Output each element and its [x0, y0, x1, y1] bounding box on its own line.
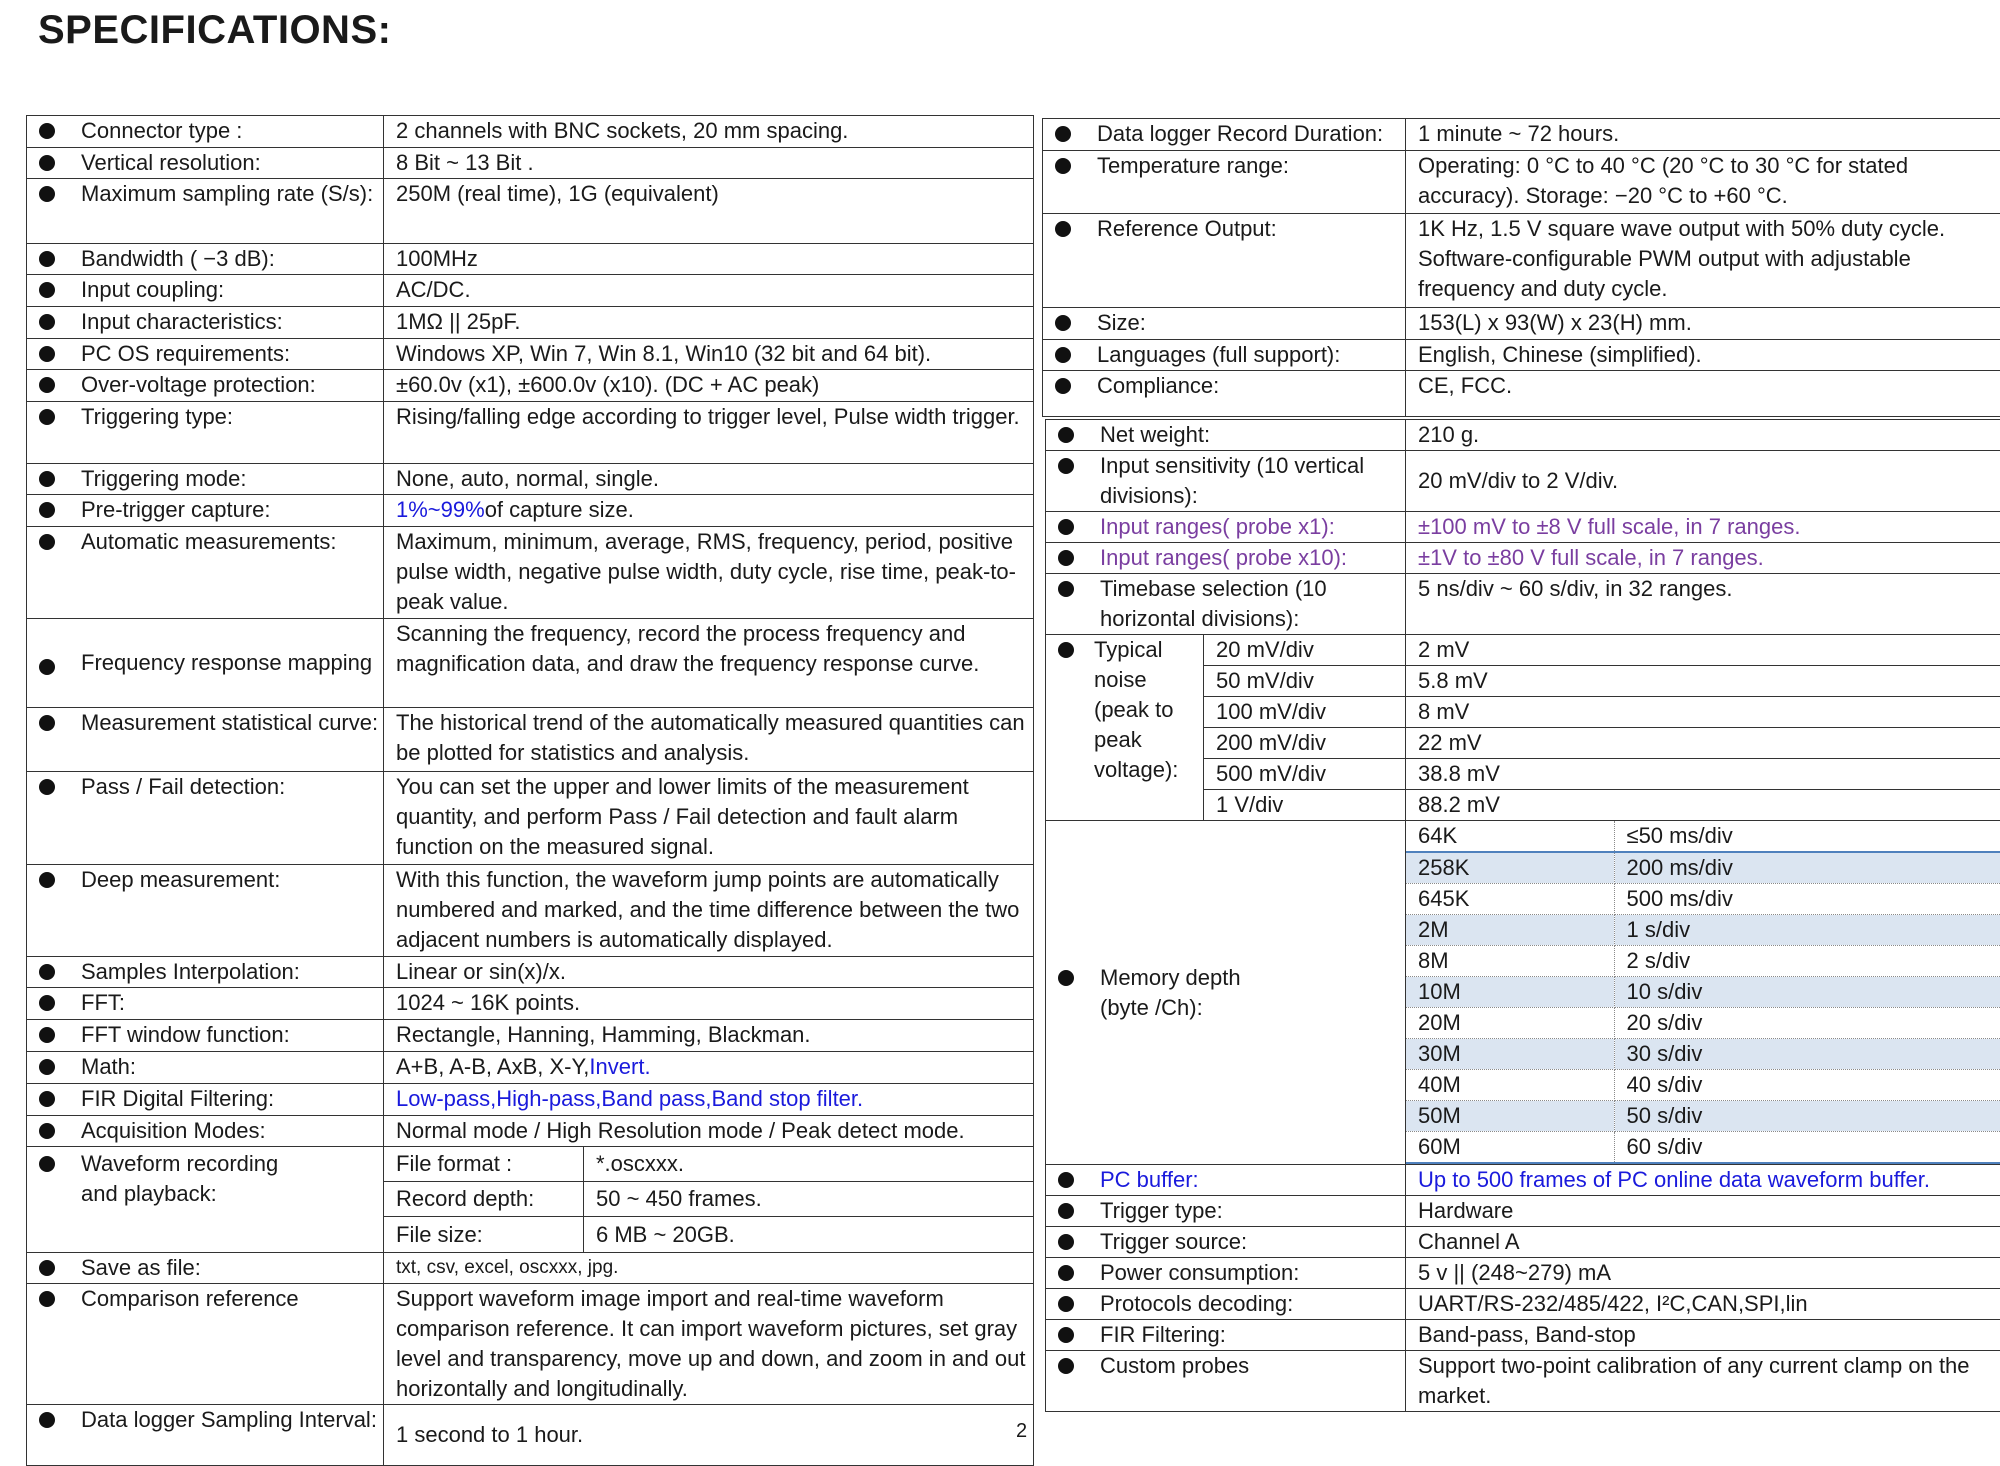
spec-label: Waveform recording and playback: [81, 1151, 279, 1206]
bullet-icon [39, 1123, 55, 1139]
spec-value: A+B, A-B, AxB, X-Y,Invert. [384, 1052, 1034, 1084]
bullet-icon [39, 995, 55, 1011]
bullet-icon [39, 251, 55, 267]
bullet-icon [1058, 427, 1074, 443]
memory-row [1406, 1070, 2000, 1101]
bullet-icon [39, 872, 55, 888]
spec-row [27, 1052, 1034, 1084]
memory-timebase: 50 s/div [1614, 1101, 2000, 1132]
bullet-icon [1058, 642, 1074, 658]
bullet-icon [1058, 1203, 1074, 1219]
sub-value: 50 ~ 450 frames. [584, 1182, 1034, 1217]
memory-row [1406, 821, 2000, 852]
page-title: SPECIFICATIONS: [38, 8, 392, 52]
memory-depth: 645K [1406, 884, 1614, 915]
memory-timebase: 60 s/div [1614, 1132, 2000, 1164]
bullet-icon [39, 377, 55, 393]
bullet-icon [1058, 1265, 1074, 1281]
spec-table-left [26, 115, 1034, 1466]
spec-label: Pass / Fail detection: [81, 774, 286, 799]
spec-label: Input characteristics: [81, 309, 283, 334]
noise-range: 50 mV/div [1204, 666, 1406, 697]
bullet-icon [39, 1260, 55, 1276]
spec-row [1046, 1227, 2000, 1258]
memory-row [1406, 915, 2000, 946]
spec-row [27, 619, 1034, 708]
spec-value: Linear or sin(x)/x. [384, 957, 1034, 988]
spec-row [1046, 1320, 2000, 1351]
spec-value: 1 second to 1 hour. [384, 1405, 1034, 1466]
spec-label: PC OS requirements: [81, 341, 291, 366]
spec-label: Input ranges( probe x10): [1100, 545, 1348, 570]
bullet-icon [1055, 315, 1071, 331]
spec-label: Automatic measurements: [81, 529, 337, 554]
spec-value: CE, FCC. [1406, 371, 2000, 417]
memory-depth: 20M [1406, 1008, 1614, 1039]
spec-label: Trigger type: [1100, 1198, 1223, 1223]
spec-value: Rising/falling edge according to trigger level, Pulse width trigger. [384, 402, 1034, 464]
spec-value: English, Chinese (simplified). [1406, 340, 2000, 371]
memory-depth: 258K [1406, 852, 1614, 884]
spec-label: Acquisition Modes: [81, 1118, 266, 1143]
spec-value: Band-pass, Band-stop [1406, 1320, 2000, 1351]
bullet-icon [1058, 1327, 1074, 1343]
memory-depth: 8M [1406, 946, 1614, 977]
spec-label: Input coupling: [81, 277, 225, 302]
memory-row [1406, 1039, 2000, 1070]
noise-range: 100 mV/div [1204, 697, 1406, 728]
memory-row [1406, 977, 2000, 1008]
spec-row [1043, 214, 2000, 308]
spec-value: AC/DC. [384, 275, 1034, 307]
bullet-icon [1058, 458, 1074, 474]
spec-row [1046, 1258, 2000, 1289]
bullet-icon [1055, 221, 1071, 237]
spec-value: ±100 mV to ±8 V full scale, in 7 ranges. [1406, 512, 2000, 543]
spec-label: Math: [81, 1054, 137, 1079]
spec-value: ±1V to ±80 V full scale, in 7 ranges. [1406, 543, 2000, 574]
spec-row [1043, 340, 2000, 371]
memory-timebase: 500 ms/div [1614, 884, 2000, 915]
spec-label: Languages (full support): [1097, 342, 1341, 367]
bullet-icon [39, 1091, 55, 1107]
spec-label: Triggering mode: [81, 466, 247, 491]
spec-value: Windows XP, Win 7, Win 8.1, Win10 (32 bit and 64 bit). [384, 339, 1034, 370]
memory-depth: 50M [1406, 1101, 1614, 1132]
spec-value: Up to 500 frames of PC online data waveform buffer. [1406, 1165, 2000, 1196]
memory-depth: 64K [1406, 821, 1614, 852]
noise-value: 88.2 mV [1406, 790, 2000, 821]
spec-value: 250M (real time), 1G (equivalent) [384, 179, 1034, 244]
spec-value: Low-pass,High-pass,Band pass,Band stop filter. [384, 1084, 1034, 1116]
spec-label: Compliance: [1097, 373, 1220, 398]
spec-label: Frequency response mapping [81, 650, 373, 675]
spec-row [1046, 821, 2000, 1165]
noise-row [1046, 635, 2000, 666]
spec-label: Input ranges( probe x1): [1100, 514, 1335, 539]
spec-row [27, 179, 1034, 244]
spec-label: Temperature range: [1097, 153, 1289, 178]
memory-depth: 30M [1406, 1039, 1614, 1070]
sub-value: 6 MB ~ 20GB. [584, 1217, 1034, 1253]
spec-row [27, 527, 1034, 619]
memory-row [1406, 946, 2000, 977]
spec-value: Operating: 0 °C to 40 °C (20 °C to 30 °C for stated accuracy). Storage: −20 °C to +60 °C. [1406, 151, 2000, 214]
bullet-icon [39, 534, 55, 550]
spec-value: ±60.0v (x1), ±600.0v (x10). (DC + AC peak) [384, 370, 1034, 402]
bullet-icon [39, 659, 55, 675]
memory-depth: 40M [1406, 1070, 1614, 1101]
bullet-icon [39, 1059, 55, 1075]
noise-value: 38.8 mV [1406, 759, 2000, 790]
spec-row [1043, 119, 2000, 151]
sub-key: File format : [384, 1147, 584, 1182]
spec-row [27, 307, 1034, 339]
bullet-icon [39, 314, 55, 330]
bullet-icon [1055, 378, 1071, 394]
spec-row [27, 464, 1034, 495]
spec-label: Bandwidth ( −3 dB): [81, 246, 275, 271]
spec-label: Connector type : [81, 118, 243, 143]
spec-label: Data logger Sampling Interval: [81, 1407, 377, 1432]
bullet-icon [39, 779, 55, 795]
sub-key: Record depth: [384, 1182, 584, 1217]
spec-row [1043, 308, 2000, 340]
spec-label: FFT: [81, 990, 125, 1015]
bullet-icon [39, 123, 55, 139]
memory-row [1406, 1101, 2000, 1132]
noise-range: 20 mV/div [1204, 635, 1406, 666]
spec-value: Hardware [1406, 1196, 2000, 1227]
spec-label: Power consumption: [1100, 1260, 1300, 1285]
bullet-icon [1058, 1296, 1074, 1312]
bullet-icon [39, 282, 55, 298]
bullet-icon [1058, 519, 1074, 535]
spec-label: Size: [1097, 310, 1146, 335]
highlighted-value: Invert. [589, 1054, 651, 1079]
bullet-icon [1058, 1172, 1074, 1188]
spec-row [1043, 151, 2000, 214]
spec-row [27, 708, 1034, 772]
page-number: 2 [1016, 1420, 1028, 1442]
spec-table-right-top [1042, 118, 2000, 417]
spec-row [1046, 420, 2000, 451]
spec-value: 1 minute ~ 72 hours. [1406, 119, 2000, 151]
spec-value: 210 g. [1406, 420, 2000, 451]
bullet-icon [1055, 126, 1071, 142]
noise-range: 500 mV/div [1204, 759, 1406, 790]
spec-row [27, 988, 1034, 1020]
spec-value: 5 v || (248~279) mA [1406, 1258, 2000, 1289]
spec-label: PC buffer: [1100, 1167, 1199, 1192]
bullet-icon [39, 502, 55, 518]
memory-timebase: 1 s/div [1614, 915, 2000, 946]
spec-label: Input sensitivity (10 vertical divisions): [1100, 453, 1365, 508]
spec-label: FIR Filtering: [1100, 1322, 1226, 1347]
spec-row [27, 116, 1034, 148]
spec-value: 8 Bit ~ 13 Bit . [384, 148, 1034, 179]
noise-value: 8 mV [1406, 697, 2000, 728]
spec-label: FIR Digital Filtering: [81, 1086, 275, 1111]
spec-row [27, 1084, 1034, 1116]
spec-label: Vertical resolution: [81, 150, 261, 175]
spec-row [27, 370, 1034, 402]
memory-timebase: 20 s/div [1614, 1008, 2000, 1039]
memory-row [1406, 1008, 2000, 1039]
spec-label: Save as file: [81, 1255, 201, 1280]
spec-value: 5 ns/div ~ 60 s/div, in 32 ranges. [1406, 574, 2000, 635]
spec-value: Normal mode / High Resolution mode / Peak detect mode. [384, 1116, 1034, 1147]
spec-value: Rectangle, Hanning, Hamming, Blackman. [384, 1020, 1034, 1052]
spec-label: Protocols decoding: [1100, 1291, 1294, 1316]
spec-value: Maximum, minimum, average, RMS, frequency, period, positive pulse width, negative pulse width, duty cycle, rise time, peak-to-peak value. [384, 527, 1034, 619]
bullet-icon [39, 186, 55, 202]
spec-value: Scanning the frequency, record the process frequency and magnification data, and draw the frequency response curve. [384, 619, 1034, 708]
spec-label: Comparison reference [81, 1286, 299, 1311]
noise-value: 5.8 mV [1406, 666, 2000, 697]
memory-timebase: 40 s/div [1614, 1070, 2000, 1101]
spec-value: You can set the upper and lower limits of the measurement quantity, and perform Pass / Fail detection and fault alarm function on the measured signal. [384, 772, 1034, 865]
spec-row [27, 495, 1034, 527]
spec-value: Support two-point calibration of any current clamp on the market. [1406, 1351, 2000, 1412]
spec-value: 2 channels with BNC sockets, 20 mm spacing. [384, 116, 1034, 148]
spec-row [27, 1253, 1034, 1284]
memory-timebase: 10 s/div [1614, 977, 2000, 1008]
bullet-icon [39, 1156, 55, 1172]
bullet-icon [1055, 158, 1071, 174]
bullet-icon [1058, 550, 1074, 566]
memory-row [1406, 852, 2000, 884]
spec-value: 20 mV/div to 2 V/div. [1406, 451, 2000, 512]
spec-value: 100MHz [384, 244, 1034, 275]
spec-value: Channel A [1406, 1227, 2000, 1258]
memory-timebase: 2 s/div [1614, 946, 2000, 977]
memory-timebase: ≤50 ms/div [1614, 821, 2000, 852]
spec-row [1046, 543, 2000, 574]
spec-row [1046, 1165, 2000, 1196]
spec-label: Trigger source: [1100, 1229, 1248, 1254]
spec-row [1046, 451, 2000, 512]
spec-row [27, 772, 1034, 865]
bullet-icon [39, 1027, 55, 1043]
spec-value: 1%~99%of capture size. [384, 495, 1034, 527]
bullet-icon [1058, 970, 1074, 986]
spec-row [27, 1284, 1034, 1405]
bullet-icon [1058, 1358, 1074, 1374]
bullet-icon [39, 471, 55, 487]
spec-row [27, 1405, 1034, 1466]
memory-depth-table [1406, 821, 2000, 1164]
bullet-icon [39, 346, 55, 362]
spec-row [27, 1116, 1034, 1147]
spec-row [1046, 574, 2000, 635]
bullet-icon [1058, 1234, 1074, 1250]
memory-row [1406, 884, 2000, 915]
bullet-icon [39, 1412, 55, 1428]
spec-row [27, 275, 1034, 307]
spec-value: txt, csv, excel, oscxxx, jpg. [384, 1253, 1034, 1284]
spec-label: Reference Output: [1097, 216, 1277, 241]
memory-depth: 10M [1406, 977, 1614, 1008]
spec-label: Timebase selection (10 horizontal divisions): [1100, 576, 1327, 631]
noise-range: 1 V/div [1204, 790, 1406, 821]
spec-value: Support waveform image import and real-time waveform comparison reference. It can import waveform pictures, set gray level and transparency, move up and down, and zoom in and out horizontally and longitudinally. [384, 1284, 1034, 1405]
spec-row [27, 1147, 1034, 1182]
spec-row [1046, 1196, 2000, 1227]
spec-label: Measurement statistical curve: [81, 710, 379, 735]
spec-row [1043, 371, 2000, 417]
spec-label: Triggering type: [81, 404, 234, 429]
memory-row [1406, 1132, 2000, 1164]
spec-value: 1MΩ || 25pF. [384, 307, 1034, 339]
spec-row [1046, 512, 2000, 543]
bullet-icon [39, 1291, 55, 1307]
bullet-icon [1055, 347, 1071, 363]
bullet-icon [39, 155, 55, 171]
spec-value: 1024 ~ 16K points. [384, 988, 1034, 1020]
spec-value: 1K Hz, 1.5 V square wave output with 50% duty cycle. Software-configurable PWM output with adjustable frequency and duty cycle. [1406, 214, 2000, 308]
spec-row [27, 402, 1034, 464]
spec-table-right-bottom [1045, 419, 2000, 1412]
sub-value: *.oscxxx. [584, 1147, 1034, 1182]
spec-label: Memory depth (byte /Ch): [1100, 964, 1241, 1020]
spec-row [27, 339, 1034, 370]
bullet-icon [39, 964, 55, 980]
noise-value: 22 mV [1406, 728, 2000, 759]
spec-row [27, 1020, 1034, 1052]
memory-depth: 60M [1406, 1132, 1614, 1164]
spec-row [27, 957, 1034, 988]
memory-depth: 2M [1406, 915, 1614, 946]
noise-value: 2 mV [1406, 635, 2000, 666]
spec-value: With this function, the waveform jump points are automatically numbered and marked, and the time difference between the two adjacent numbers is automatically displayed. [384, 865, 1034, 957]
bullet-icon [1058, 581, 1074, 597]
spec-row [27, 865, 1034, 957]
spec-row [27, 148, 1034, 179]
spec-label: Data logger Record Duration: [1097, 121, 1384, 146]
bullet-icon [39, 715, 55, 731]
spec-label: Typical noise (peak to peak voltage): [1094, 637, 1179, 782]
sub-key: File size: [384, 1217, 584, 1253]
spec-row [1046, 1289, 2000, 1320]
spec-label: Custom probes [1100, 1353, 1250, 1378]
spec-value: 153(L) x 93(W) x 23(H) mm. [1406, 308, 2000, 340]
spec-label: FFT window function: [81, 1022, 290, 1047]
spec-value: UART/RS-232/485/422, I²C,CAN,SPI,lin [1406, 1289, 2000, 1320]
memory-timebase: 30 s/div [1614, 1039, 2000, 1070]
memory-timebase: 200 ms/div [1614, 852, 2000, 884]
spec-value: The historical trend of the automatically measured quantities can be plotted for statistics and analysis. [384, 708, 1034, 772]
highlighted-value: 1%~99% [396, 497, 485, 522]
spec-row [1046, 1351, 2000, 1412]
spec-label: Over-voltage protection: [81, 372, 316, 397]
spec-label: Samples Interpolation: [81, 959, 300, 984]
spec-value: None, auto, normal, single. [384, 464, 1034, 495]
spec-row [27, 244, 1034, 275]
noise-range: 200 mV/div [1204, 728, 1406, 759]
bullet-icon [39, 409, 55, 425]
spec-label: Net weight: [1100, 422, 1211, 447]
spec-label: Deep measurement: [81, 867, 281, 892]
spec-label: Pre-trigger capture: [81, 497, 271, 522]
spec-label: Maximum sampling rate (S/s): [81, 181, 374, 206]
